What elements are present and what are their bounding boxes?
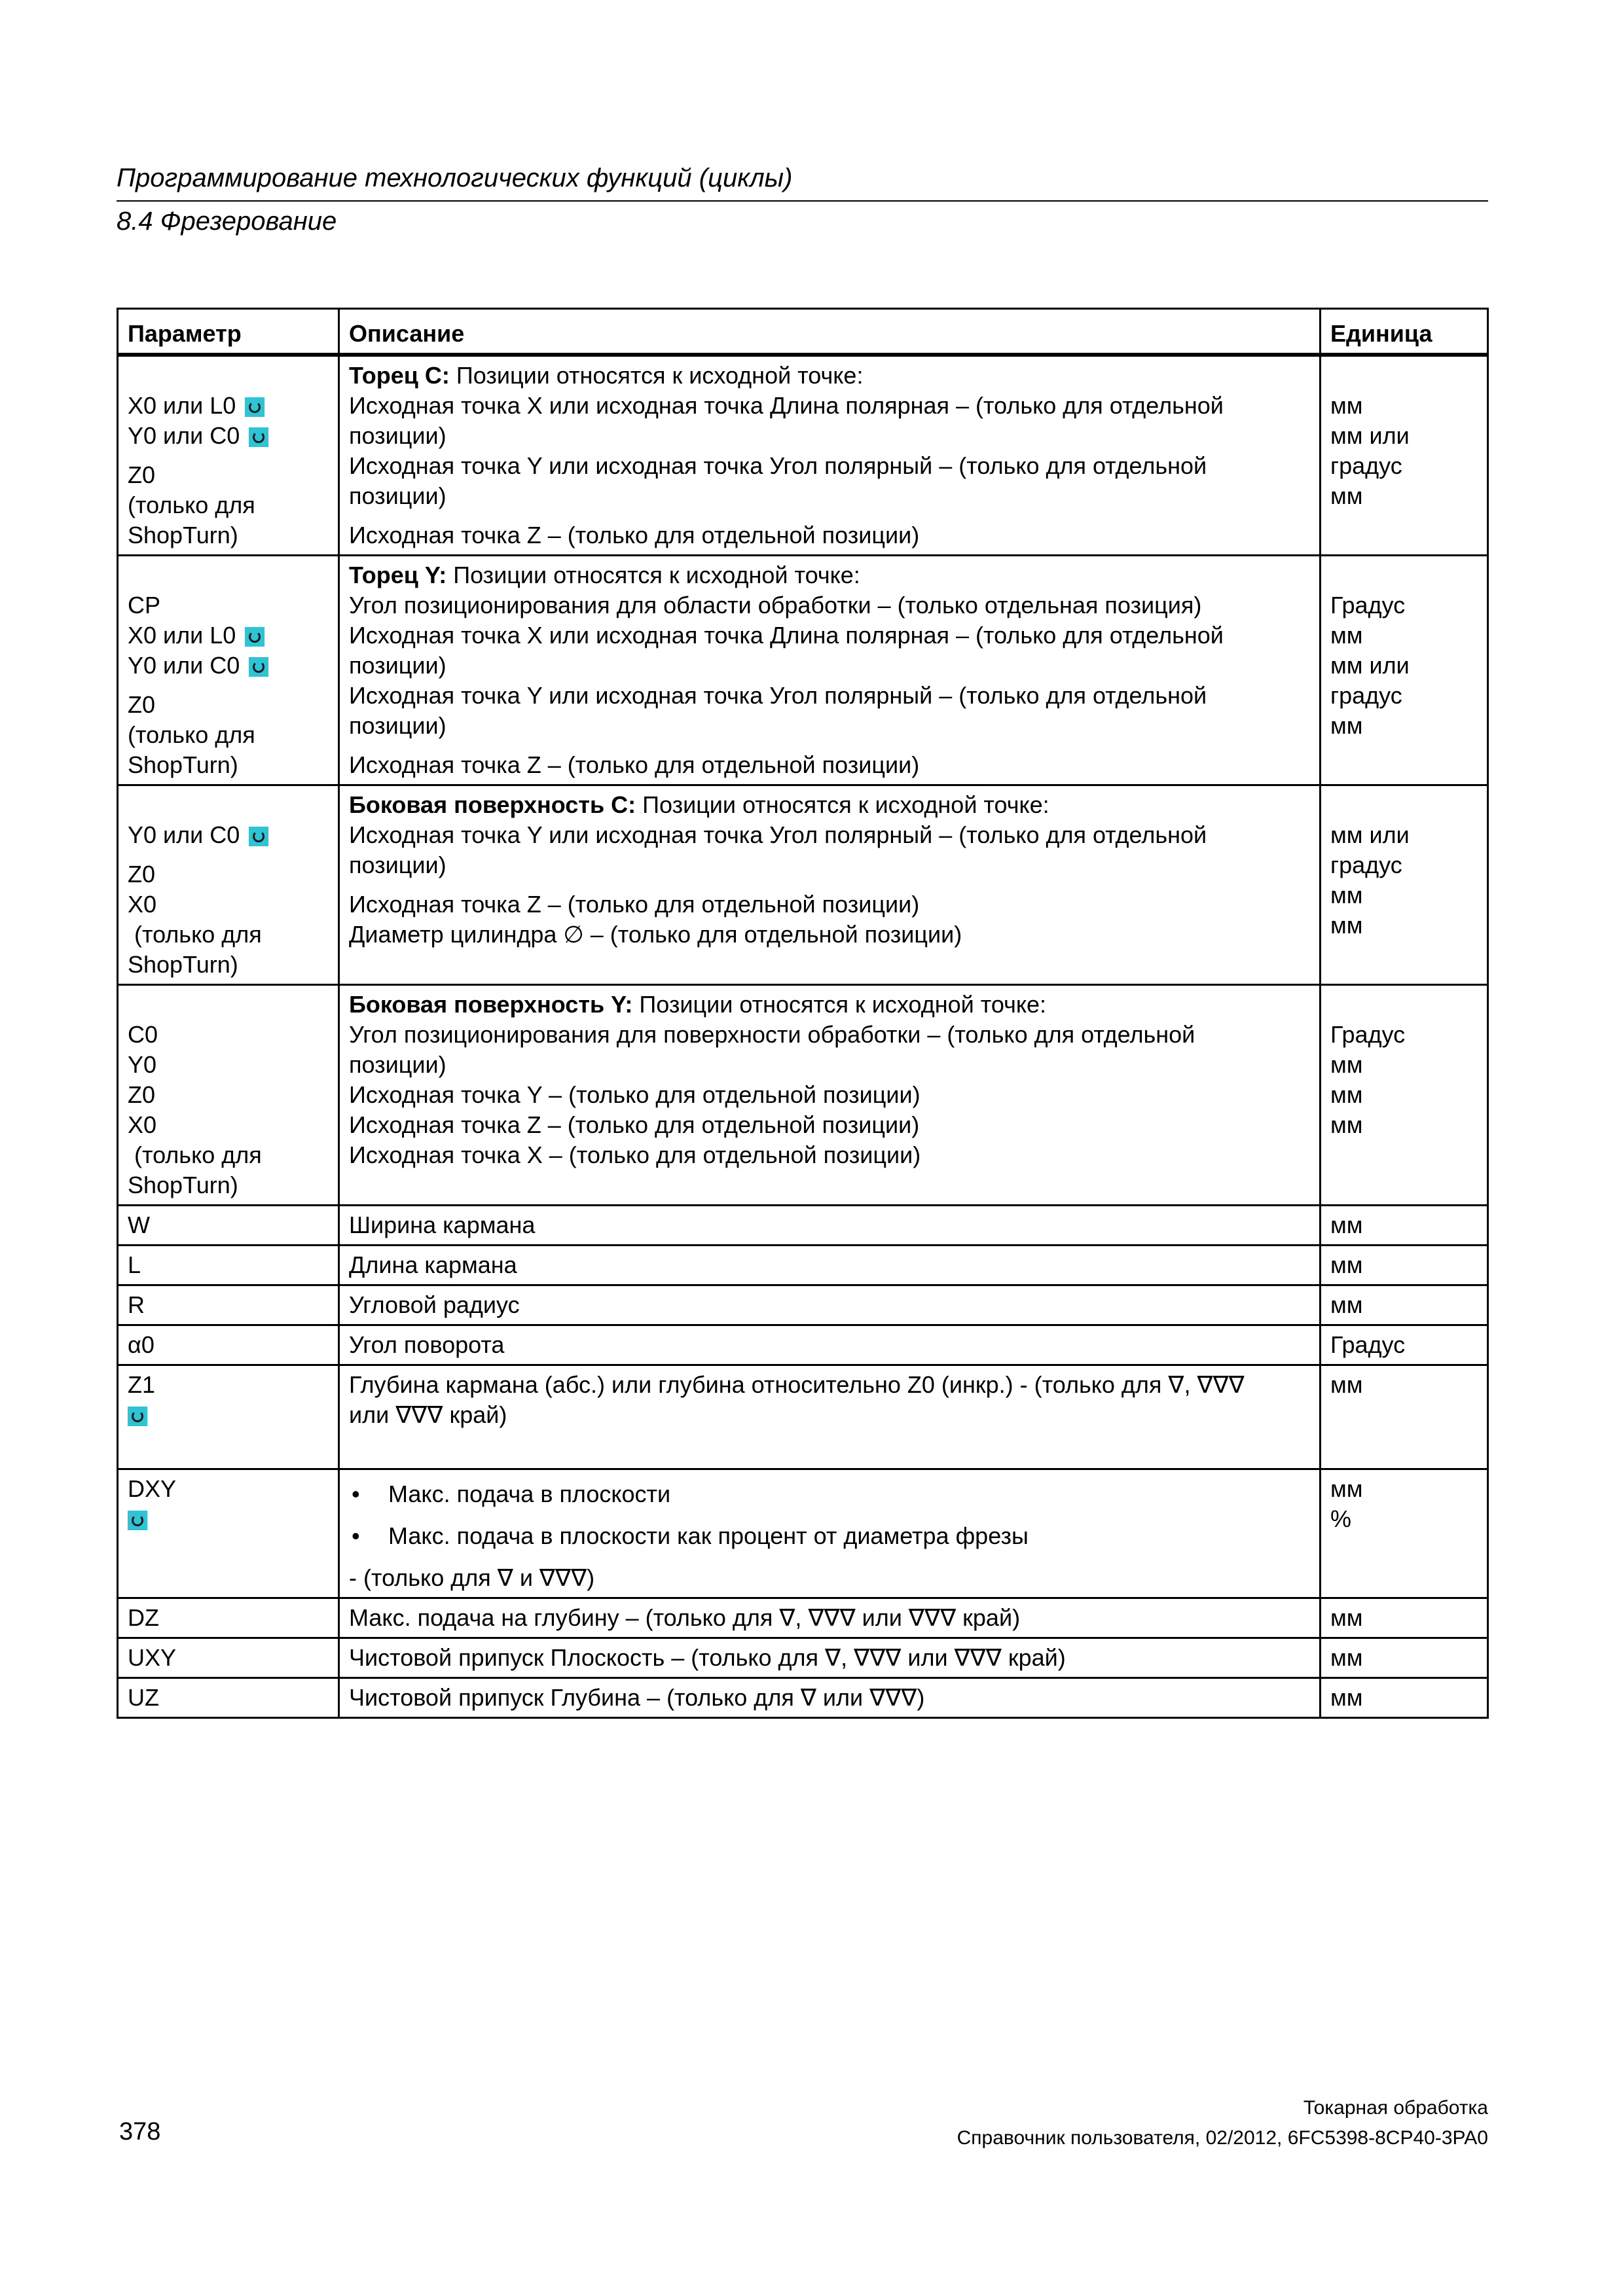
table-row bbox=[118, 1678, 1488, 1718]
table-row bbox=[118, 1469, 1488, 1598]
table-row bbox=[118, 1325, 1488, 1365]
desc-cell: Макс. подача на глубину – (только для ∇, ∇∇∇ или ∇∇∇ край) bbox=[339, 1598, 1321, 1638]
table-row bbox=[118, 1246, 1488, 1285]
unit-cell: мм bbox=[1321, 1598, 1488, 1638]
param-cell: L bbox=[118, 1246, 339, 1285]
footer-doc-title: Токарная обработка bbox=[1303, 2097, 1488, 2119]
table-row bbox=[118, 1598, 1488, 1638]
unit-cell: мм bbox=[1321, 1678, 1488, 1718]
table-row bbox=[118, 355, 1488, 556]
param-cell: DXY bbox=[118, 1469, 339, 1598]
param-cell: X0 или L0 Y0 или C0 Z0 (только для ShopTurn) bbox=[118, 355, 339, 556]
cycle-refresh-icon bbox=[249, 827, 268, 846]
param-cell: DZ bbox=[118, 1598, 339, 1638]
parameter-table bbox=[117, 308, 1489, 1719]
unit-cell: мм bbox=[1321, 1365, 1488, 1469]
table-row bbox=[118, 1365, 1488, 1469]
table-row bbox=[118, 785, 1488, 985]
desc-cell: • Макс. подача в плоскости • Макс. подача в плоскости как процент от диаметра фрезы - (только для ∇ и ∇∇∇) bbox=[339, 1469, 1321, 1598]
page-number: 378 bbox=[119, 2118, 161, 2145]
desc-cell: Чистовой припуск Глубина – (только для ∇ или ∇∇∇) bbox=[339, 1678, 1321, 1718]
col-header-param: Параметр bbox=[118, 309, 339, 355]
desc-cell: Боковая поверхность Y: Позиции относятся к исходной точке: Угол позиционирования для поверхности обработки – (только для отдельной позиции) Исходная точка Y – (только для отдельной позиции) Исходная точка Z – (только для отдельной позиции) Исходная точка X – (только для отдельной позиции) bbox=[339, 985, 1321, 1206]
desc-cell: Чистовой припуск Плоскость – (только для ∇, ∇∇∇ или ∇∇∇ край) bbox=[339, 1638, 1321, 1678]
unit-cell: Градус мм мм мм bbox=[1321, 985, 1488, 1206]
list-item: • Макс. подача в плоскости как процент от диаметра фрезы bbox=[349, 1521, 1310, 1551]
desc-cell: Ширина кармана bbox=[339, 1206, 1321, 1246]
param-cell: Y0 или C0 Z0 X0 (только для ShopTurn) bbox=[118, 785, 339, 985]
unit-cell: мм % bbox=[1321, 1469, 1488, 1598]
section-title: Торец C: Позиции относятся к исходной точке: bbox=[349, 362, 864, 389]
param-cell: UZ bbox=[118, 1678, 339, 1718]
bullet-list bbox=[349, 1479, 1310, 1551]
unit-cell: мм bbox=[1321, 1638, 1488, 1678]
param-cell: UXY bbox=[118, 1638, 339, 1678]
list-item: • Макс. подача в плоскости bbox=[349, 1479, 1310, 1509]
cycle-refresh-icon bbox=[128, 1407, 147, 1426]
footer-doc-reference: Справочник пользователя, 02/2012, 6FC5398-8CP40-3PA0 bbox=[957, 2127, 1488, 2149]
param-cell: W bbox=[118, 1206, 339, 1246]
desc-cell: Торец C: Позиции относятся к исходной точке: Исходная точка X или исходная точка Длина полярная – (только для отдельной позиции) Исходная точка Y или исходная точка Угол полярный – (только для отдельной позиции) Исходная точка Z – (только для отдельной позиции) bbox=[339, 355, 1321, 556]
desc-cell: Угол поворота bbox=[339, 1325, 1321, 1365]
param-cell: α0 bbox=[118, 1325, 339, 1365]
unit-cell: мм или градус мм мм bbox=[1321, 785, 1488, 985]
unit-cell: мм bbox=[1321, 1285, 1488, 1325]
table-row bbox=[118, 1285, 1488, 1325]
table-row bbox=[118, 1638, 1488, 1678]
param-cell: C0 Y0 Z0 X0 (только для ShopTurn) bbox=[118, 985, 339, 1206]
desc-cell: Боковая поверхность C: Позиции относятся к исходной точке: Исходная точка Y или исходная точка Угол полярный – (только для отдельной позиции) Исходная точка Z – (только для отдельной позиции) Диаметр цилиндра ∅ – (только для отдельной позиции) bbox=[339, 785, 1321, 985]
page-header-section: 8.4 Фрезерование bbox=[117, 207, 337, 236]
table-header-row bbox=[118, 309, 1488, 355]
cycle-refresh-icon bbox=[249, 657, 268, 677]
section-title: Боковая поверхность C: Позиции относятся к исходной точке: bbox=[349, 791, 1049, 818]
table-row bbox=[118, 556, 1488, 785]
cycle-refresh-icon bbox=[245, 627, 264, 647]
table-row bbox=[118, 985, 1488, 1206]
param-cell: Z1 bbox=[118, 1365, 339, 1469]
section-title: Боковая поверхность Y: Позиции относятся к исходной точке: bbox=[349, 991, 1047, 1018]
cycle-refresh-icon bbox=[245, 397, 264, 417]
desc-cell: Длина кармана bbox=[339, 1246, 1321, 1285]
col-header-unit: Единица bbox=[1321, 309, 1488, 355]
section-title: Торец Y: Позиции относятся к исходной точке: bbox=[349, 562, 860, 588]
unit-cell: Градус мм мм или градус мм bbox=[1321, 556, 1488, 785]
unit-cell: Градус bbox=[1321, 1325, 1488, 1365]
page-header-title: Программирование технологических функций (циклы) bbox=[117, 164, 793, 192]
desc-cell: Глубина кармана (абс.) или глубина относительно Z0 (инкр.) - (только для ∇, ∇∇∇ или ∇∇∇ край) bbox=[339, 1365, 1321, 1469]
cycle-refresh-icon bbox=[249, 427, 268, 447]
unit-cell: мм bbox=[1321, 1206, 1488, 1246]
header-rule bbox=[117, 200, 1488, 202]
table-row bbox=[118, 1206, 1488, 1246]
col-header-desc: Описание bbox=[339, 309, 1321, 355]
unit-cell: мм мм или градус мм bbox=[1321, 355, 1488, 556]
desc-cell: Угловой радиус bbox=[339, 1285, 1321, 1325]
param-cell: CP X0 или L0 Y0 или C0 Z0 (только для ShopTurn) bbox=[118, 556, 339, 785]
desc-cell: Торец Y: Позиции относятся к исходной точке: Угол позиционирования для области обработки – (только отдельная позиция) Исходная точка X или исходная точка Длина полярная – (только для отдельной позиции) Исходная точка Y или исходная точка Угол полярный – (только для отдельной позиции) Исходная точка Z – (только для отдельной позиции) bbox=[339, 556, 1321, 785]
unit-cell: мм bbox=[1321, 1246, 1488, 1285]
cycle-refresh-icon bbox=[128, 1511, 147, 1530]
param-cell: R bbox=[118, 1285, 339, 1325]
